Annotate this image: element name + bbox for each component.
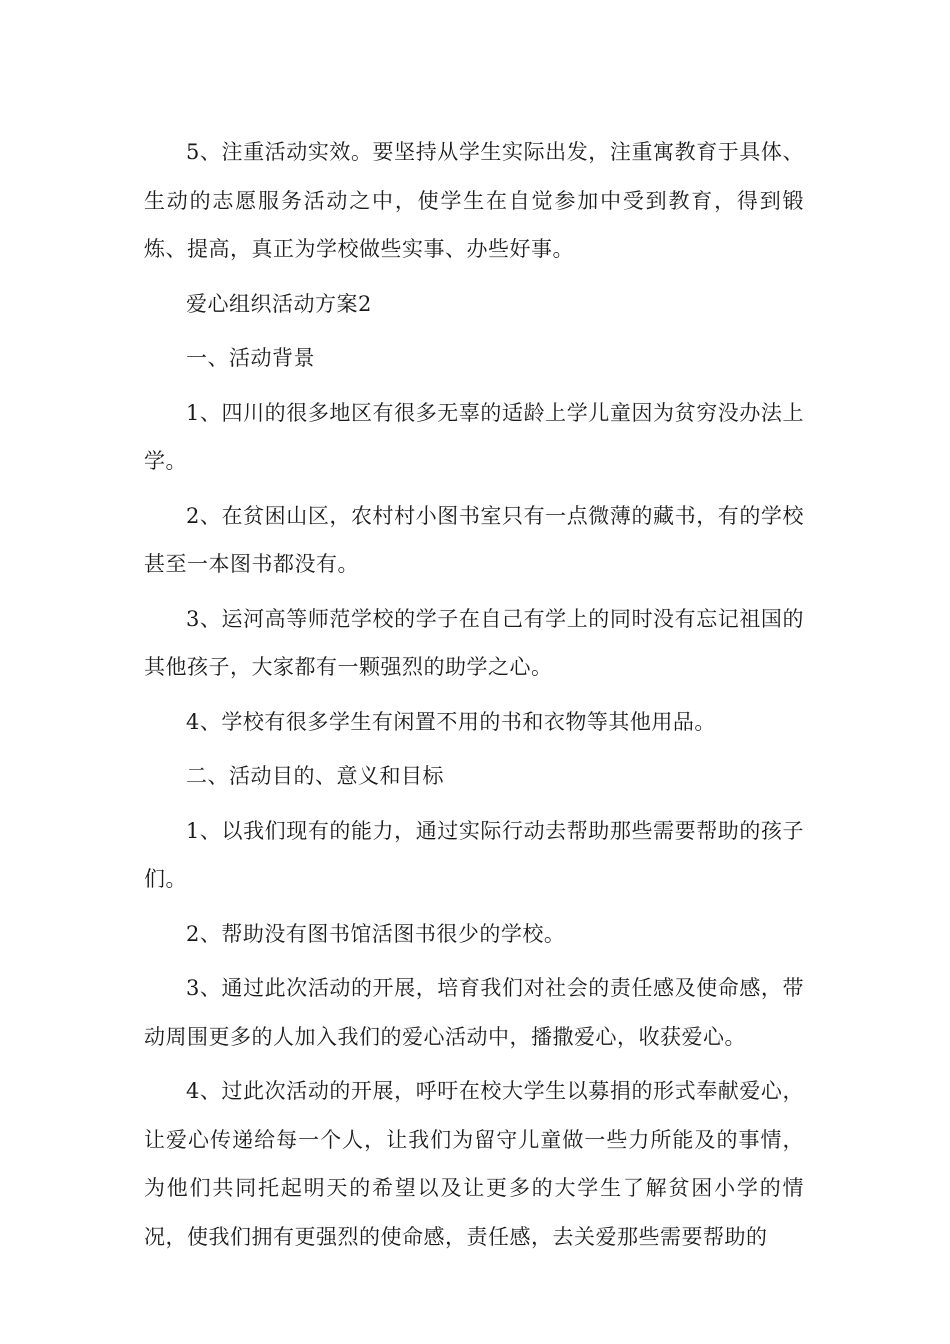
section-heading-purpose: 二、活动目的、意义和目标 xyxy=(186,764,444,788)
paragraph-item-5-effectiveness: 5、注重活动实效。要坚持从学生实际出发，注重寓教育于具体、生动的志愿服务活动之中，使学生在自觉参加中受到教育，得到锻炼、提高，真正为学校做些实事、办些好事。 xyxy=(144,140,804,261)
section-heading-background: 一、活动背景 xyxy=(186,346,315,370)
background-item-2: 2、在贫困山区，农村村小图书室只有一点微薄的藏书，有的学校甚至一本图书都没有。 xyxy=(144,503,804,576)
background-item-3: 3、运河高等师范学校的学子在自己有学上的同时没有忘记祖国的其他孩子，大家都有一颗强烈的助学之心。 xyxy=(144,606,804,679)
background-item-1: 1、四川的很多地区有很多无辜的适龄上学儿童因为贫穷没办法上学。 xyxy=(144,400,804,473)
purpose-item-4: 4、过此次活动的开展，呼吁在校大学生以募捐的形式奉献爱心，让爱心传递给每一个人，让我们为留守儿童做一些力所能及的事情，为他们共同托起明天的希望以及让更多的大学生了解贫困小学的情况，使我们拥有更强烈的使命感，责任感，去关爱那些需要帮助的 xyxy=(144,1079,804,1249)
background-item-4: 4、学校有很多学生有闲置不用的书和衣物等其他用品。 xyxy=(186,709,716,734)
purpose-item-2: 2、帮助没有图书馆活图书很少的学校。 xyxy=(186,921,566,946)
purpose-item-1: 1、以我们现有的能力，通过实际行动去帮助那些需要帮助的孩子们。 xyxy=(144,818,804,891)
plan-title: 爱心组织活动方案2 xyxy=(186,291,372,316)
purpose-item-3: 3、通过此次活动的开展，培育我们对社会的责任感及使命感，带动周围更多的人加入我们的爱心活动中，播撒爱心，收获爱心。 xyxy=(144,976,804,1049)
document-body xyxy=(144,128,804,1267)
